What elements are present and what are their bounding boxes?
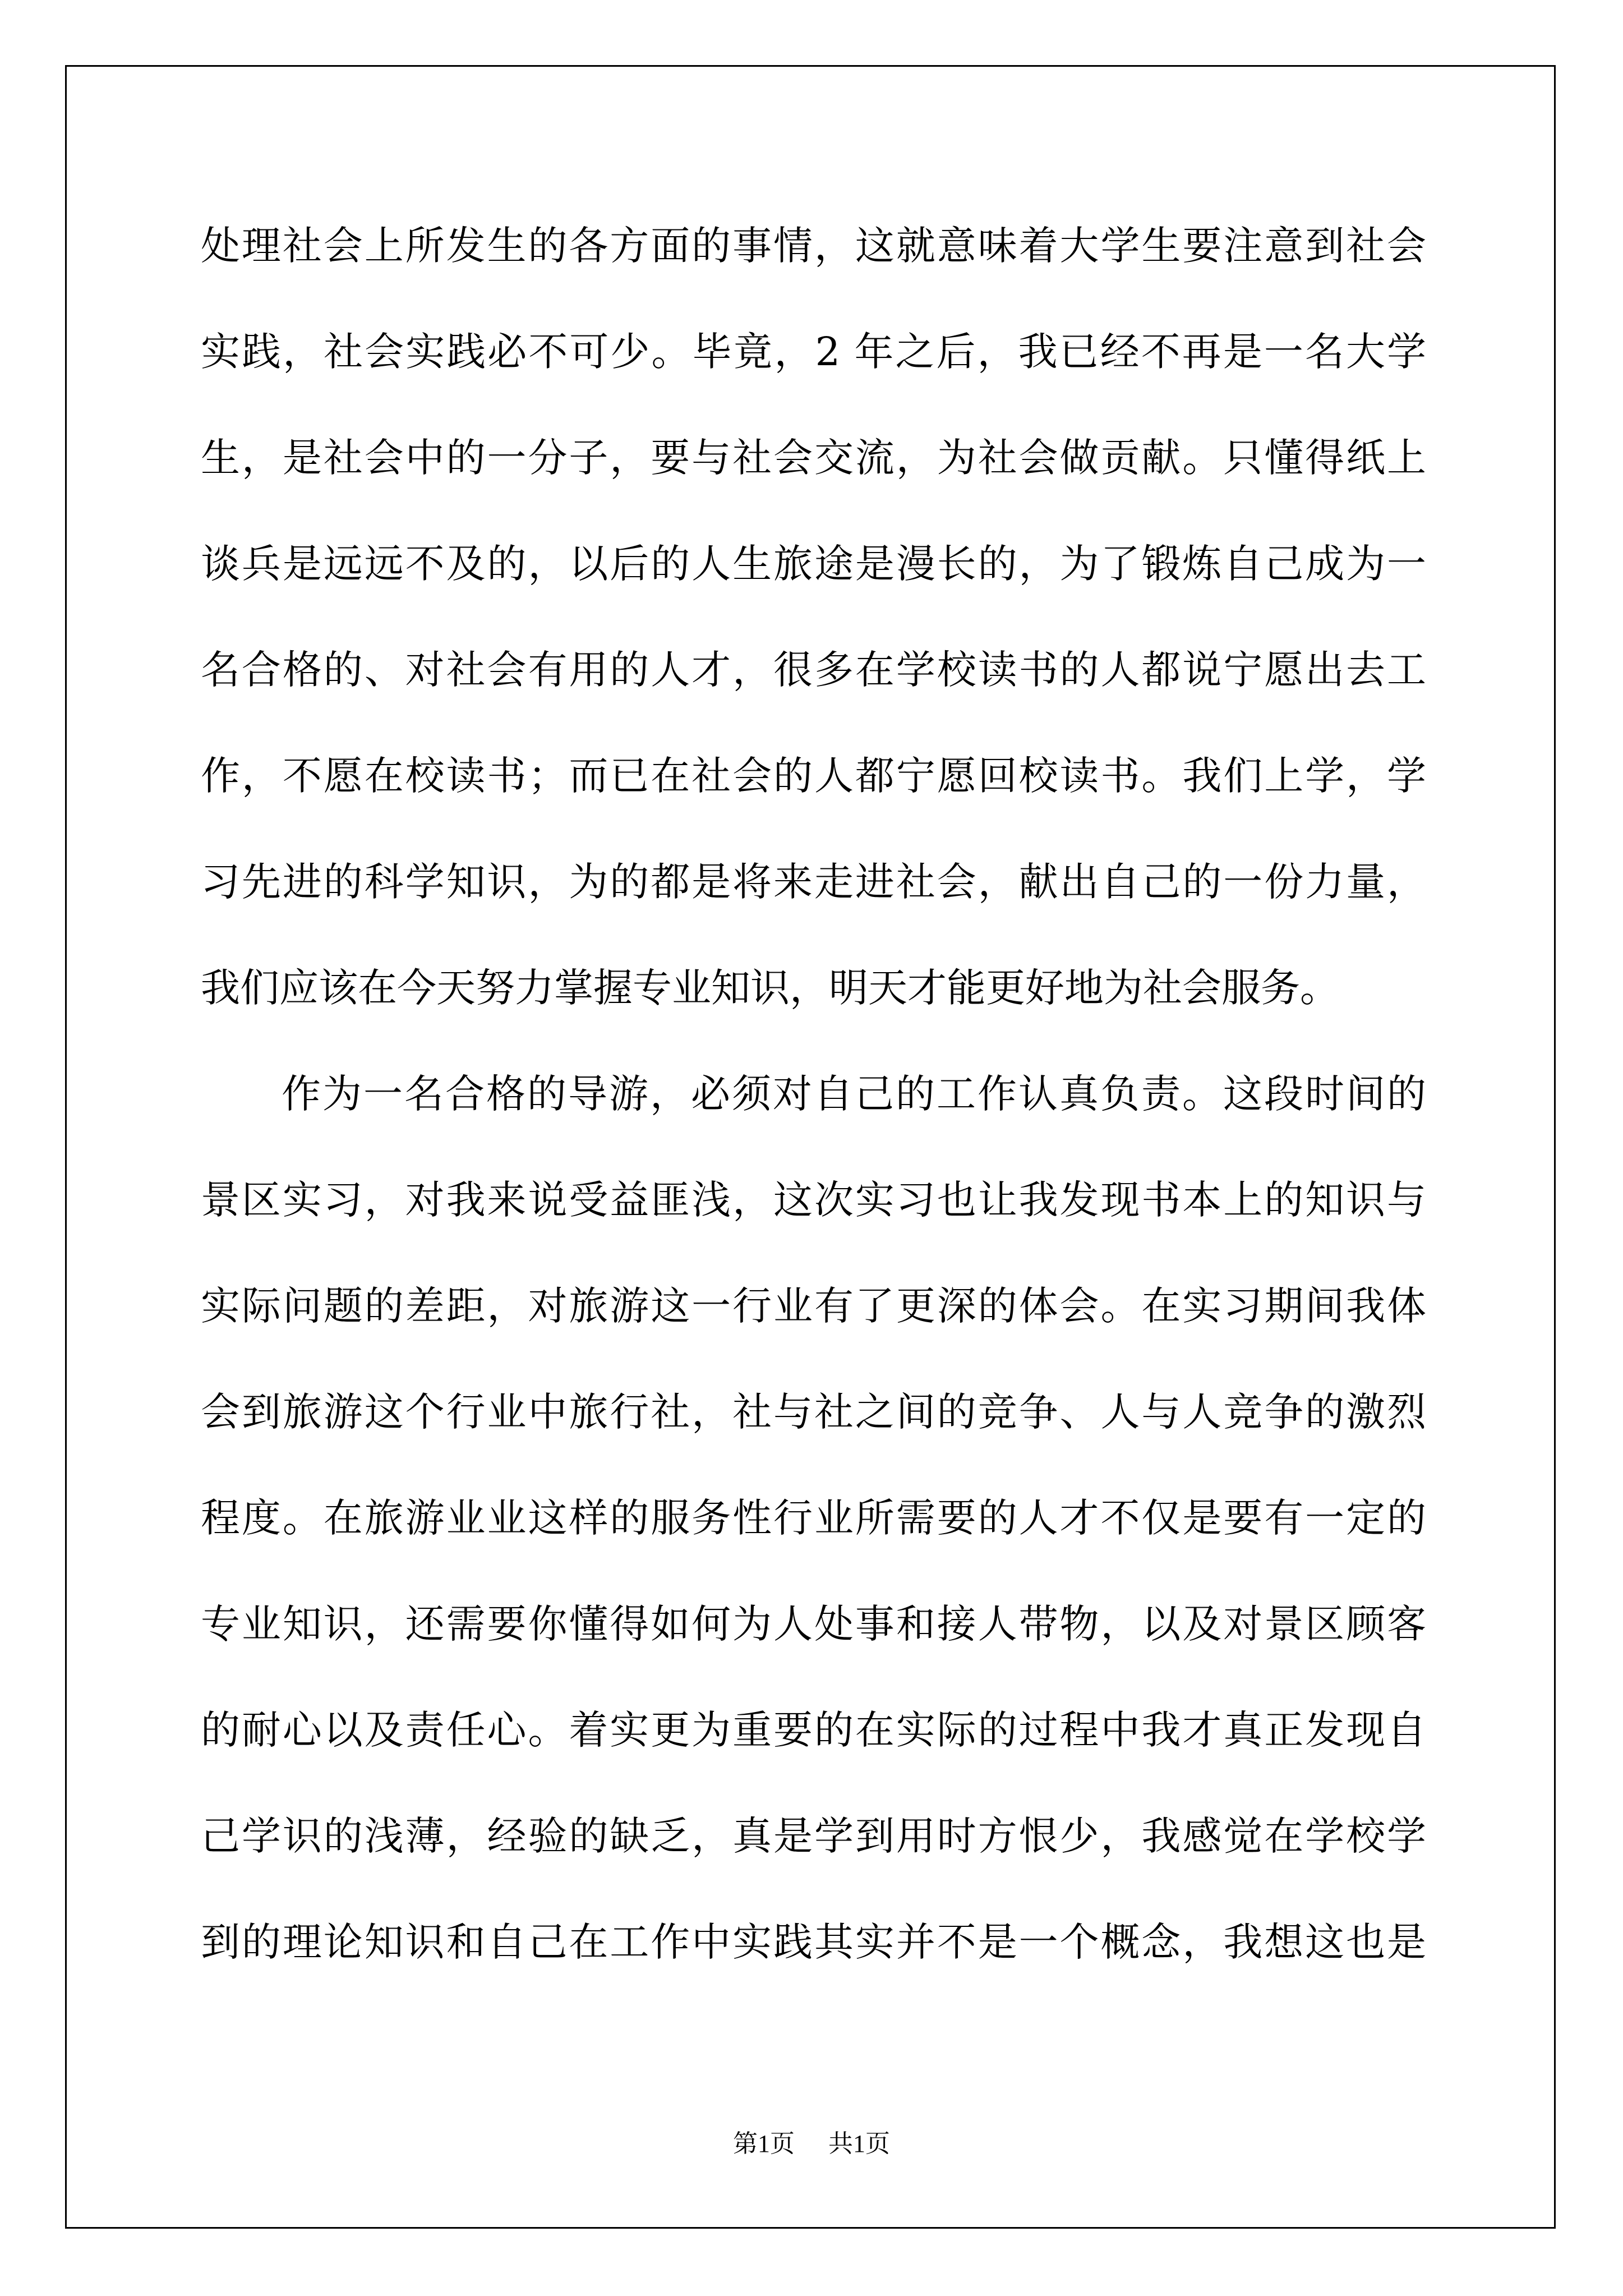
text-line: 生，是社会中的一分子，要与社会交流，为社会做贡献。只懂得纸上	[201, 435, 1426, 481]
text-line: 专业知识，还需要你懂得如何为人处事和接人带物，以及对景区顾客	[201, 1601, 1426, 1647]
text-line: 谈兵是远远不及的，以后的人生旅途是漫长的，为了锻炼自己成为一	[201, 541, 1426, 587]
text-line: 己学识的浅薄，经验的缺乏，真是学到用时方恨少，我感觉在学校学	[201, 1813, 1426, 1859]
document-body	[201, 193, 1426, 1995]
paragraph-1	[201, 193, 1426, 1041]
page-footer	[0, 2127, 1623, 2161]
text-line-indented: 作为一名合格的导游，必须对自己的工作认真负责。这段时间的	[282, 1071, 1426, 1117]
text-line: 实践，社会实践必不可少。毕竟，2 年之后，我已经不再是一名大学	[201, 329, 1426, 375]
text-line: 名合格的、对社会有用的人才，很多在学校读书的人都说宁愿出去工	[201, 647, 1426, 693]
page-total: 共1页	[828, 2130, 890, 2157]
text-line: 程度。在旅游业业这样的服务性行业所需要的人才不仅是要有一定的	[201, 1495, 1426, 1541]
paragraph-2	[201, 1041, 1426, 1995]
text-line: 实际问题的差距，对旅游这一行业有了更深的体会。在实习期间我体	[201, 1283, 1426, 1329]
text-line: 作，不愿在校读书；而已在社会的人都宁愿回校读书。我们上学，学	[201, 753, 1426, 799]
text-line: 的耐心以及责任心。着实更为重要的在实际的过程中我才真正发现自	[201, 1707, 1426, 1753]
page-number: 第1页	[733, 2130, 795, 2157]
text-line: 到的理论知识和自己在工作中实践其实并不是一个概念，我想这也是	[201, 1919, 1426, 1965]
text-line: 我们应该在今天努力掌握专业知识，明天才能更好地为社会服务。	[201, 965, 1339, 1011]
text-line: 习先进的科学知识，为的都是将来走进社会，献出自己的一份力量，	[201, 859, 1426, 905]
text-line: 会到旅游这个行业中旅行社，社与社之间的竞争、人与人竞争的激烈	[201, 1389, 1426, 1435]
text-line: 处理社会上所发生的各方面的事情，这就意味着大学生要注意到社会	[201, 223, 1426, 269]
text-line: 景区实习，对我来说受益匪浅，这次实习也让我发现书本上的知识与	[201, 1177, 1426, 1223]
